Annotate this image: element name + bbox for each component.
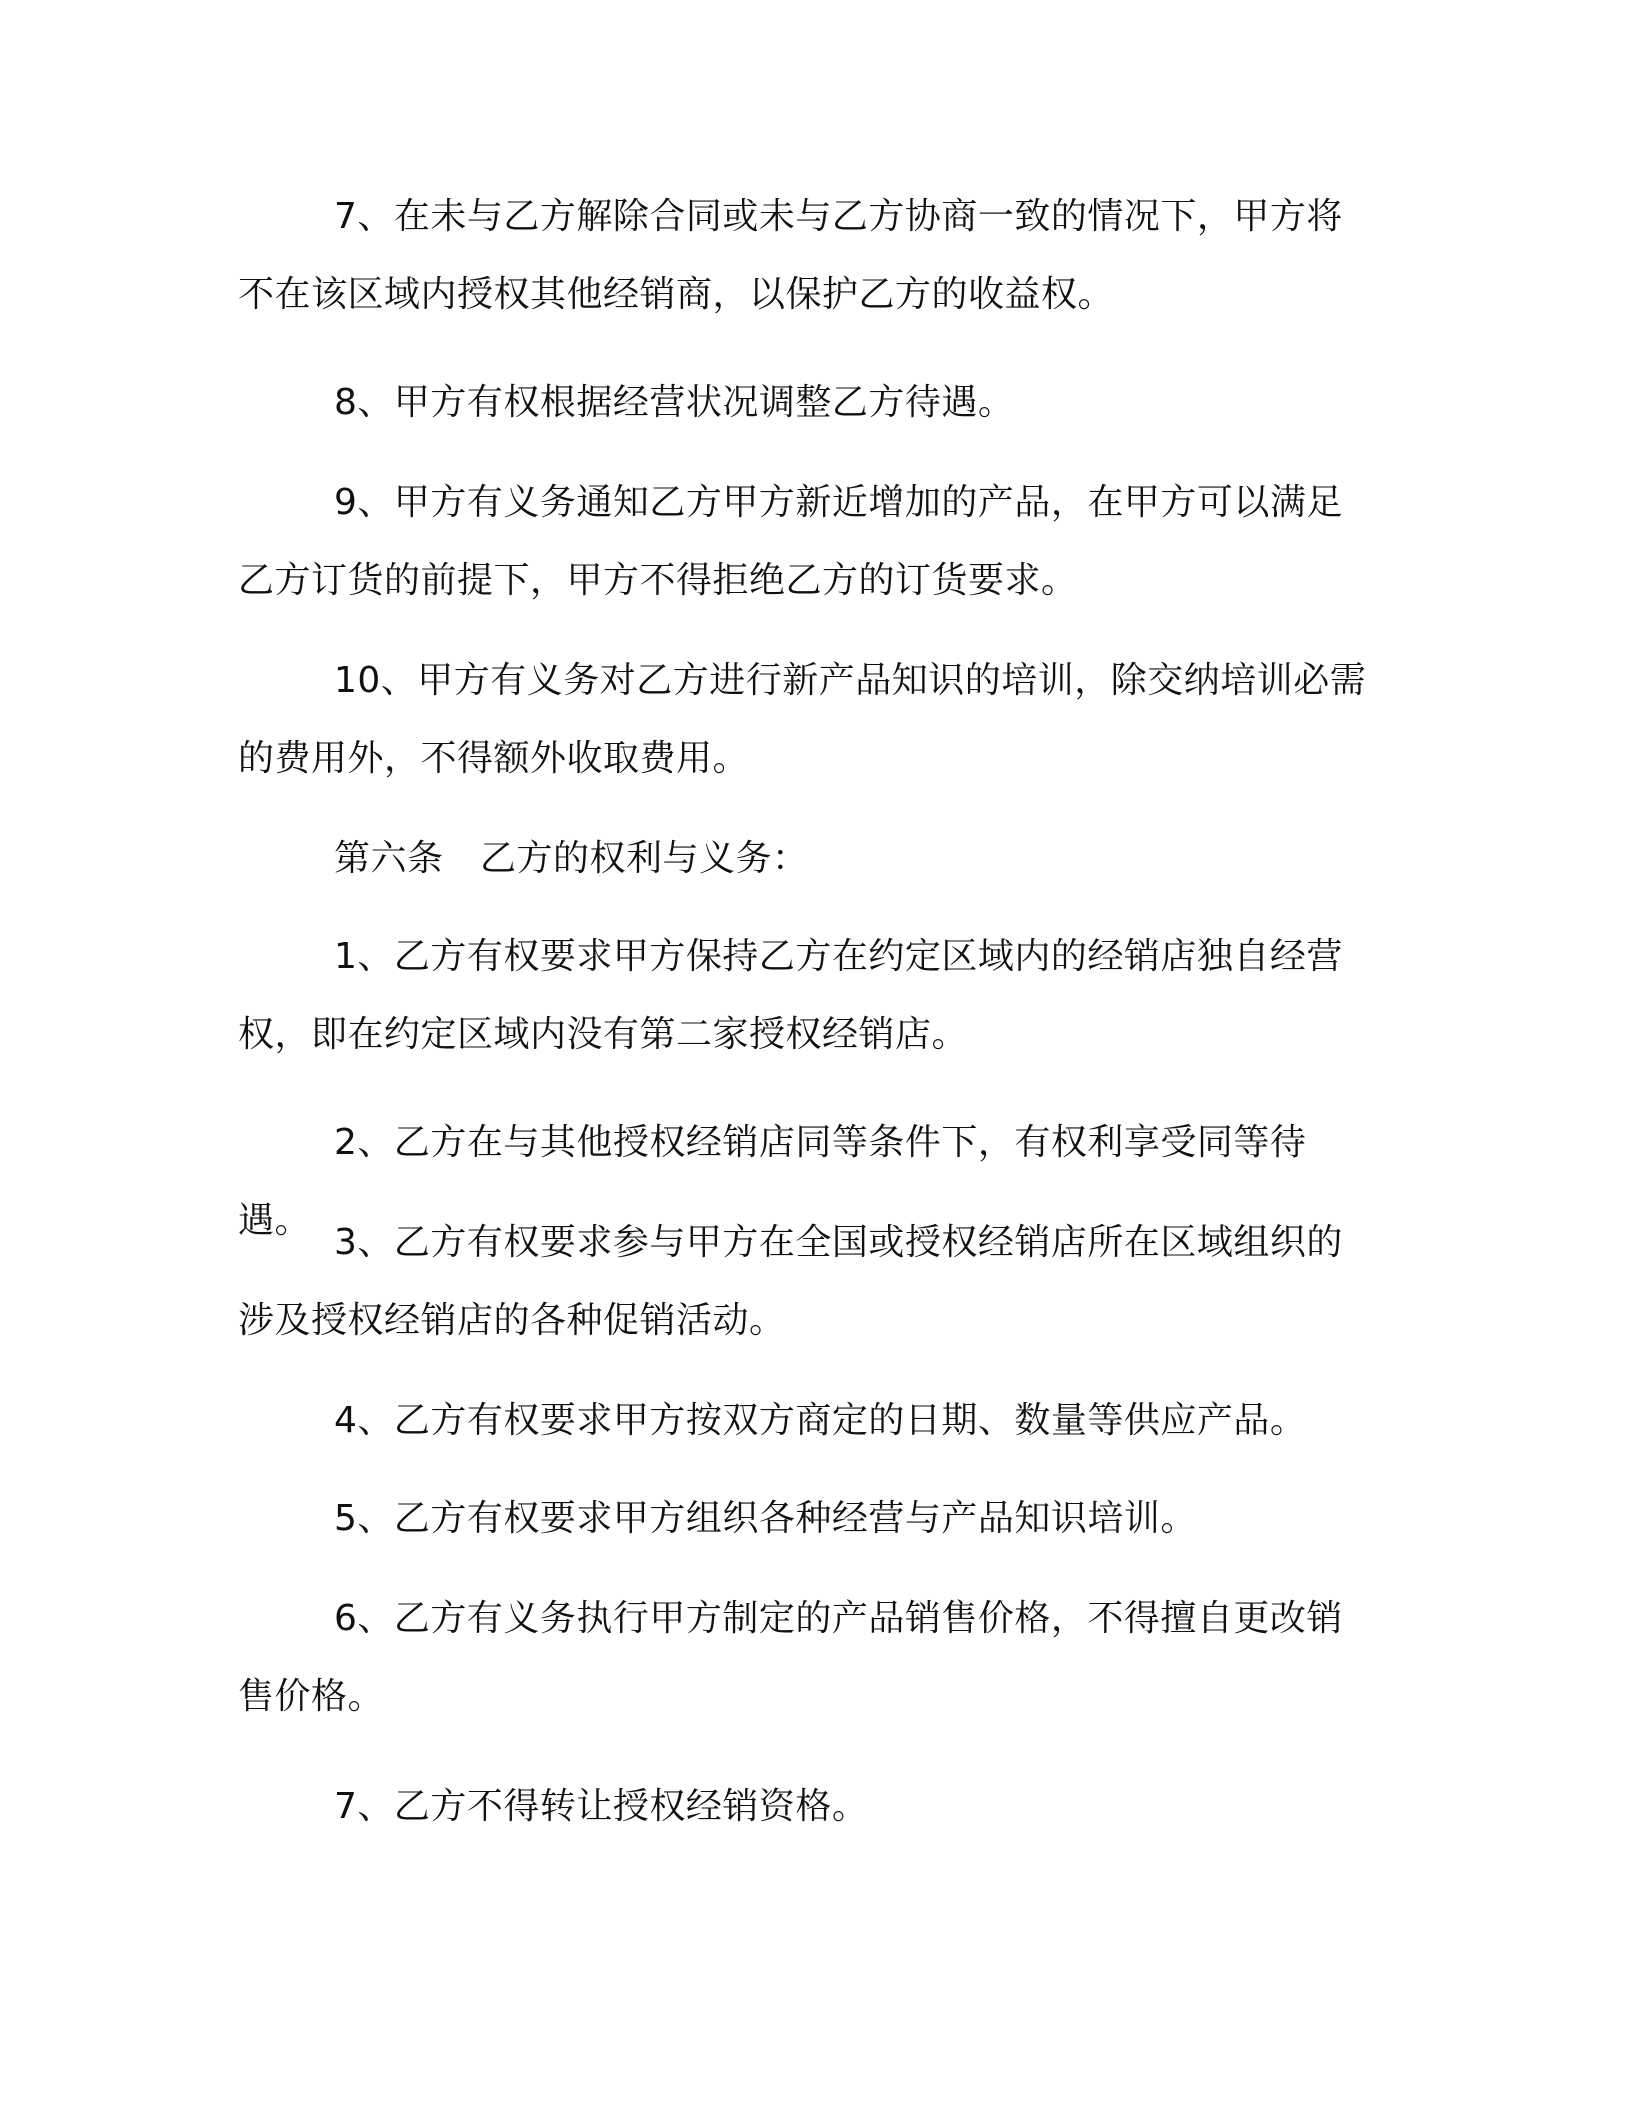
article-six-heading: 第六条 乙方的权利与义务： (334, 838, 809, 879)
clause-b7: 7、乙方不得转让授权经销资格。 (334, 1786, 869, 1827)
clause-a8: 8、甲方有权根据经营状况调整乙方待遇。 (334, 382, 1015, 423)
clause-b3: 3、乙方有权要求参与甲方在全国或授权经销店所在区域组织的涉及授权经销店的各种促销活动。 (238, 1222, 1343, 1341)
clause-b5: 5、乙方有权要求甲方组织各种经营与产品知识培训。 (334, 1498, 1197, 1539)
clause-a10: 10、甲方有义务对乙方进行新产品知识的培训，除交纳培训必需的费用外，不得额外收取费用。 (238, 660, 1367, 779)
clause-b6: 6、乙方有义务执行甲方制定的产品销售价格，不得擅自更改销售价格。 (238, 1598, 1343, 1717)
clause-b1: 1、乙方有权要求甲方保持乙方在约定区域内的经销店独自经营权，即在约定区域内没有第二家授权经销店。 (238, 936, 1343, 1055)
clause-b2: 2、乙方在与其他授权经销店同等条件下，有权利享受同等待遇。 (238, 1122, 1307, 1241)
clause-a9: 9、甲方有义务通知乙方甲方新近增加的产品，在甲方可以满足乙方订货的前提下，甲方不得拒绝乙方的订货要求。 (238, 482, 1343, 601)
clause-a7: 7、在未与乙方解除合同或未与乙方协商一致的情况下，甲方将不在该区域内授权其他经销商，以保护乙方的收益权。 (238, 196, 1343, 315)
clause-b4: 4、乙方有权要求甲方按双方商定的日期、数量等供应产品。 (334, 1400, 1307, 1441)
